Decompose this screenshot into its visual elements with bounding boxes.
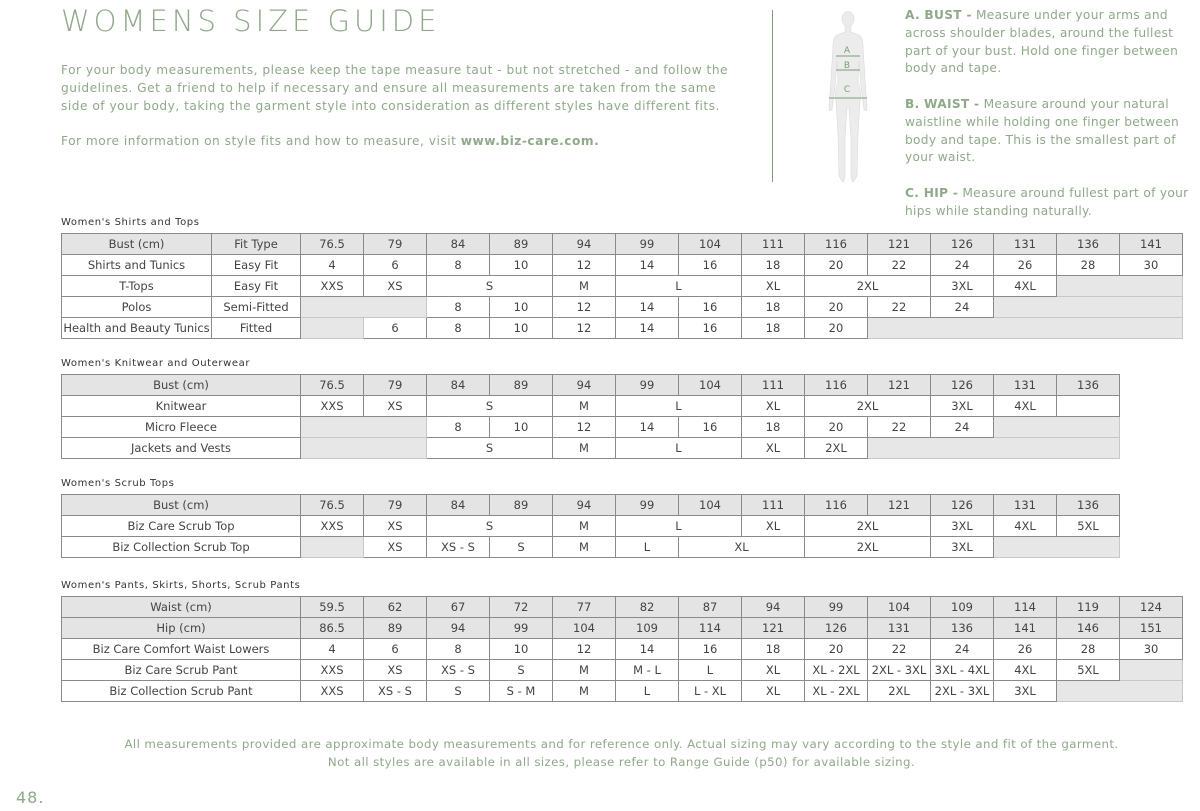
header-cell: 76.5 — [301, 234, 364, 255]
header-cell: 116 — [805, 375, 868, 396]
header-cell: 86.5 — [301, 618, 364, 639]
size-cell: 4XL — [994, 516, 1057, 537]
header-cell: 99 — [805, 597, 868, 618]
header-cell: 116 — [805, 234, 868, 255]
size-cell — [1057, 276, 1183, 297]
table-row — [62, 255, 1183, 276]
size-cell: XL — [742, 396, 805, 417]
header-cell: 79 — [364, 375, 427, 396]
measurement-definitions — [905, 7, 1195, 238]
header-cell: 76.5 — [301, 495, 364, 516]
row-label-cell: Polos — [62, 297, 212, 318]
table-row — [62, 318, 1183, 339]
size-cell: M — [553, 396, 616, 417]
header-cell: 99 — [616, 375, 679, 396]
size-cell: XS — [364, 516, 427, 537]
size-cell: 10 — [490, 318, 553, 339]
size-cell: XL — [742, 438, 805, 459]
hip-definition-key: C. HIP - — [905, 185, 959, 200]
size-cell: 18 — [742, 255, 805, 276]
size-cell: M — [553, 537, 616, 558]
figure-label-b: B — [843, 61, 851, 71]
table-row — [62, 495, 1183, 516]
size-cell: XL — [742, 276, 805, 297]
header-cell: 141 — [994, 618, 1057, 639]
table-row — [62, 234, 1183, 255]
header-cell: 111 — [742, 234, 805, 255]
size-cell: 14 — [616, 255, 679, 276]
size-cell: 8 — [427, 639, 490, 660]
footer-line-2: Not all styles are available in all sizes, please refer to Range Guide (p50) for available sizing. — [327, 754, 916, 769]
size-cell: 6 — [364, 639, 427, 660]
row-label-cell: T-Tops — [62, 276, 212, 297]
size-cell: S — [490, 537, 553, 558]
size-cell: 2XL — [805, 276, 931, 297]
header-cell: 67 — [427, 597, 490, 618]
size-cell: S — [427, 681, 490, 702]
header-cell: 146 — [1057, 618, 1120, 639]
row-label-cell: Biz Collection Scrub Pant — [62, 681, 301, 702]
size-cell: 16 — [679, 255, 742, 276]
size-cell: 12 — [553, 255, 616, 276]
size-cell: Fitted — [212, 318, 301, 339]
figure-label-c: C — [843, 85, 851, 95]
header-cell: 79 — [364, 495, 427, 516]
size-cell: 24 — [931, 255, 994, 276]
bust-definition — [905, 7, 1195, 78]
size-cell: 28 — [1057, 255, 1120, 276]
header-cell: 76.5 — [301, 375, 364, 396]
size-cell: 2XL - 3XL — [931, 681, 994, 702]
size-cell: 16 — [679, 639, 742, 660]
header-cell: 104 — [679, 375, 742, 396]
header-cell: 126 — [931, 234, 994, 255]
size-cell: XXS — [301, 516, 364, 537]
size-cell: 8 — [427, 297, 490, 318]
waist-definition — [905, 96, 1195, 167]
size-cell: M — [553, 438, 616, 459]
header-cell: 109 — [931, 597, 994, 618]
table-row — [62, 618, 1183, 639]
size-cell: XXS — [301, 681, 364, 702]
header-cell: 131 — [994, 375, 1057, 396]
bust-definition-text: Measure under your arms and across shoulder blades, around the fullest part of your bust. Hold one finger between body and tape. — [905, 8, 1179, 76]
header-cell: 84 — [427, 495, 490, 516]
size-cell: S — [490, 660, 553, 681]
header-cell: 99 — [616, 495, 679, 516]
row-label-cell: Micro Fleece — [62, 417, 301, 438]
size-cell: 18 — [742, 639, 805, 660]
size-cell: 10 — [490, 297, 553, 318]
size-cell: S — [427, 516, 553, 537]
size-cell: 4 — [301, 255, 364, 276]
size-cell: 12 — [553, 639, 616, 660]
header-cell: 151 — [1120, 618, 1183, 639]
size-cell: 16 — [679, 417, 742, 438]
size-cell: 12 — [553, 318, 616, 339]
size-cell: 30 — [1120, 639, 1183, 660]
size-cell: L — [616, 681, 679, 702]
header-cell: 126 — [805, 618, 868, 639]
header-cell: 121 — [868, 375, 931, 396]
header-cell: 121 — [868, 495, 931, 516]
header-cell: 126 — [931, 375, 994, 396]
header-cell: 89 — [364, 618, 427, 639]
table-row — [62, 438, 1183, 459]
size-cell: 2XL — [868, 681, 931, 702]
table-row — [62, 375, 1183, 396]
size-cell: L — [616, 537, 679, 558]
size-cell — [1120, 438, 1183, 459]
table-row — [62, 660, 1183, 681]
header-cell: 136 — [1057, 375, 1120, 396]
header-cell: 89 — [490, 495, 553, 516]
size-cell: 20 — [805, 297, 868, 318]
size-cell: XL — [742, 681, 805, 702]
table-row — [62, 639, 1183, 660]
section-title-scrub-tops: Women's Scrub Tops — [61, 478, 175, 489]
table-knitwear-outerwear — [61, 374, 1183, 459]
header-cell: 126 — [931, 495, 994, 516]
size-cell: XL - 2XL — [805, 660, 868, 681]
size-cell: 26 — [994, 255, 1057, 276]
size-cell — [301, 417, 427, 438]
size-cell — [1120, 375, 1183, 396]
header-cell: 141 — [1120, 234, 1183, 255]
size-cell: 4 — [301, 639, 364, 660]
row-label-cell: Biz Care Scrub Pant — [62, 660, 301, 681]
footer-line-1: All measurements provided are approximate body measurements and for reference only. Actual sizing may vary according to the style and fit of the garment. — [124, 737, 1119, 751]
header-cell: 131 — [868, 618, 931, 639]
size-cell — [868, 318, 1183, 339]
size-cell: 24 — [931, 417, 994, 438]
size-cell: 8 — [427, 417, 490, 438]
page-title: WOMENS SIZE GUIDE — [61, 4, 441, 38]
size-cell: L — [679, 660, 742, 681]
size-cell: XS — [364, 396, 427, 417]
size-cell: S — [427, 438, 553, 459]
size-cell: 24 — [931, 639, 994, 660]
size-cell: 10 — [490, 255, 553, 276]
size-cell: 20 — [805, 639, 868, 660]
size-cell: 26 — [994, 639, 1057, 660]
size-cell — [994, 537, 1120, 558]
size-cell: Semi-Fitted — [212, 297, 301, 318]
size-cell: XS — [364, 537, 427, 558]
header-cell: 79 — [364, 234, 427, 255]
header-cell: 59.5 — [301, 597, 364, 618]
table-row — [62, 537, 1183, 558]
header-cell: 136 — [1057, 234, 1120, 255]
website-link[interactable]: www.biz-care.com. — [460, 134, 600, 149]
section-title-pants-skirts: Women's Pants, Skirts, Shorts, Scrub Pants — [61, 580, 301, 591]
header-cell: Bust (cm) — [62, 375, 301, 396]
size-cell: 2XL — [805, 438, 868, 459]
size-cell: 18 — [742, 318, 805, 339]
table-shirts-tops — [61, 233, 1183, 339]
header-cell: 84 — [427, 375, 490, 396]
size-cell: M - L — [616, 660, 679, 681]
header-cell: 82 — [616, 597, 679, 618]
row-label-cell: Biz Care Scrub Top — [62, 516, 301, 537]
size-cell — [994, 297, 1183, 318]
header-cell: 104 — [679, 495, 742, 516]
size-cell: M — [553, 516, 616, 537]
hip-definition — [905, 185, 1195, 221]
header-cell: Bust (cm) — [62, 495, 301, 516]
size-cell: 14 — [616, 297, 679, 318]
size-cell: 6 — [364, 255, 427, 276]
section-title-knitwear-outerwear: Women's Knitwear and Outerwear — [61, 358, 251, 369]
size-cell: S — [427, 396, 553, 417]
size-cell — [1120, 417, 1183, 438]
header-cell: 114 — [679, 618, 742, 639]
size-cell: L — [616, 276, 742, 297]
header-cell: 121 — [742, 618, 805, 639]
size-cell — [301, 318, 364, 339]
table-row — [62, 396, 1183, 417]
size-cell: Easy Fit — [212, 255, 301, 276]
intro-paragraph: For your body measurements, please keep the tape measure taut - but not stretched - and follow the guidelines. Get a friend to help if necessary and ensure all measurements are taken from the same side of your body, taking the garment style into consideration as different styles have different fits. — [61, 63, 729, 113]
size-cell — [1120, 396, 1183, 417]
size-cell: 18 — [742, 297, 805, 318]
size-cell — [994, 417, 1120, 438]
size-cell: XL — [742, 660, 805, 681]
size-cell: XXS — [301, 276, 364, 297]
header-cell: Hip (cm) — [62, 618, 301, 639]
body-measurement-figure — [818, 6, 878, 186]
size-cell: XS - S — [364, 681, 427, 702]
size-cell: 14 — [616, 318, 679, 339]
header-cell: 84 — [427, 234, 490, 255]
size-cell: XS — [364, 660, 427, 681]
size-cell: 3XL — [931, 516, 994, 537]
page-number: 48. — [16, 788, 45, 807]
size-cell: L — [616, 516, 742, 537]
header-cell: 119 — [1057, 597, 1120, 618]
header-cell: 94 — [553, 234, 616, 255]
header-cell: 111 — [742, 375, 805, 396]
header-cell: 94 — [553, 375, 616, 396]
header-cell: Fit Type — [212, 234, 301, 255]
size-cell: 22 — [868, 297, 931, 318]
header-cell: 94 — [742, 597, 805, 618]
size-cell — [1120, 495, 1183, 516]
table-pants-skirts — [61, 596, 1183, 702]
size-cell: XL — [742, 516, 805, 537]
size-cell: 2XL — [805, 537, 931, 558]
size-cell: 2XL - 3XL — [868, 660, 931, 681]
size-cell — [1120, 660, 1183, 681]
size-cell: 16 — [679, 318, 742, 339]
waist-definition-text: Measure around your natural waistline while holding one finger between body and tape. This is the smallest part of your waist. — [905, 96, 1180, 165]
size-cell: L — [616, 396, 742, 417]
header-cell: 136 — [931, 618, 994, 639]
size-cell: 10 — [490, 417, 553, 438]
size-cell: 24 — [931, 297, 994, 318]
size-cell: 3XL — [931, 537, 994, 558]
size-cell: 28 — [1057, 639, 1120, 660]
size-cell: 22 — [868, 255, 931, 276]
header-cell: 109 — [616, 618, 679, 639]
bust-definition-key: A. BUST - — [905, 8, 972, 22]
table-row — [62, 516, 1183, 537]
footer-note — [0, 736, 1200, 771]
size-cell: 22 — [868, 417, 931, 438]
header-cell: 104 — [868, 597, 931, 618]
more-info-text: For more information on style fits and how to measure, visit — [61, 134, 461, 149]
table-row — [62, 597, 1183, 618]
table-row — [62, 417, 1183, 438]
size-cell: 8 — [427, 318, 490, 339]
size-cell: L - XL — [679, 681, 742, 702]
size-cell: M — [553, 681, 616, 702]
row-label-cell: Shirts and Tunics — [62, 255, 212, 276]
section-title-shirts-tops: Women's Shirts and Tops — [61, 217, 200, 228]
size-cell: 6 — [364, 318, 427, 339]
size-cell: S - M — [490, 681, 553, 702]
size-cell: 14 — [616, 639, 679, 660]
figure-label-a: A — [843, 46, 851, 56]
row-label-cell: Health and Beauty Tunics — [62, 318, 212, 339]
header-cell: 114 — [994, 597, 1057, 618]
header-cell: 99 — [616, 234, 679, 255]
table-row — [62, 276, 1183, 297]
size-cell — [1120, 516, 1183, 537]
row-label-cell: Biz Collection Scrub Top — [62, 537, 301, 558]
table-row — [62, 681, 1183, 702]
size-cell: 4XL — [994, 396, 1057, 417]
size-cell: 3XL — [994, 681, 1057, 702]
header-cell: 131 — [994, 234, 1057, 255]
header-cell: 116 — [805, 495, 868, 516]
size-cell — [1057, 681, 1183, 702]
header-cell: 104 — [679, 234, 742, 255]
header-cell: Waist (cm) — [62, 597, 301, 618]
size-cell — [1057, 396, 1120, 417]
size-cell: M — [553, 660, 616, 681]
table-row — [62, 297, 1183, 318]
size-cell: 3XL — [931, 276, 994, 297]
header-cell: 94 — [553, 495, 616, 516]
header-cell: 121 — [868, 234, 931, 255]
header-cell: 131 — [994, 495, 1057, 516]
size-cell: XS - S — [427, 537, 490, 558]
header-cell: 89 — [490, 234, 553, 255]
size-cell: 2XL — [805, 516, 931, 537]
header-cell: 111 — [742, 495, 805, 516]
size-cell: 2XL — [805, 396, 931, 417]
size-cell: 5XL — [1057, 660, 1120, 681]
table-scrub-tops — [61, 494, 1183, 558]
size-cell: L — [616, 438, 742, 459]
size-cell: M — [553, 276, 616, 297]
header-cell: 87 — [679, 597, 742, 618]
header-cell: 62 — [364, 597, 427, 618]
size-cell: 30 — [1120, 255, 1183, 276]
size-cell: 3XL — [931, 396, 994, 417]
size-cell — [1120, 537, 1183, 558]
size-cell: XL — [679, 537, 805, 558]
header-cell: 104 — [553, 618, 616, 639]
header-cell: 99 — [490, 618, 553, 639]
header-cell: Bust (cm) — [62, 234, 212, 255]
size-cell: 16 — [679, 297, 742, 318]
hip-definition-text: Measure around fullest part of your hips while standing naturally. — [905, 185, 1189, 218]
row-label-cell: Biz Care Comfort Waist Lowers — [62, 639, 301, 660]
size-cell: XS — [364, 276, 427, 297]
size-cell: 20 — [805, 255, 868, 276]
header-divider — [772, 10, 773, 182]
waist-definition-key: B. WAIST - — [905, 96, 980, 111]
size-cell: XS - S — [427, 660, 490, 681]
header-cell: 94 — [427, 618, 490, 639]
more-info-line — [61, 133, 741, 151]
size-cell — [301, 438, 427, 459]
size-cell: XL - 2XL — [805, 681, 868, 702]
size-cell: 3XL - 4XL — [931, 660, 994, 681]
size-cell: 5XL — [1057, 516, 1120, 537]
size-cell: XXS — [301, 660, 364, 681]
header-cell: 124 — [1120, 597, 1183, 618]
header-cell: 89 — [490, 375, 553, 396]
size-cell: 20 — [805, 417, 868, 438]
size-cell: 12 — [553, 297, 616, 318]
row-label-cell: Knitwear — [62, 396, 301, 417]
row-label-cell: Jackets and Vests — [62, 438, 301, 459]
size-cell: 4XL — [994, 660, 1057, 681]
size-cell: 8 — [427, 255, 490, 276]
intro-text-block — [61, 62, 741, 151]
size-cell — [301, 297, 427, 318]
size-cell: 22 — [868, 639, 931, 660]
size-cell: 20 — [805, 318, 868, 339]
size-cell: 10 — [490, 639, 553, 660]
header-cell: 72 — [490, 597, 553, 618]
size-cell: 4XL — [994, 276, 1057, 297]
size-cell: Easy Fit — [212, 276, 301, 297]
header-cell: 136 — [1057, 495, 1120, 516]
size-cell: XXS — [301, 396, 364, 417]
size-cell: 14 — [616, 417, 679, 438]
size-cell: S — [427, 276, 553, 297]
size-cell: 18 — [742, 417, 805, 438]
header-cell: 77 — [553, 597, 616, 618]
size-cell — [868, 438, 1120, 459]
size-cell: 12 — [553, 417, 616, 438]
size-cell — [301, 537, 364, 558]
